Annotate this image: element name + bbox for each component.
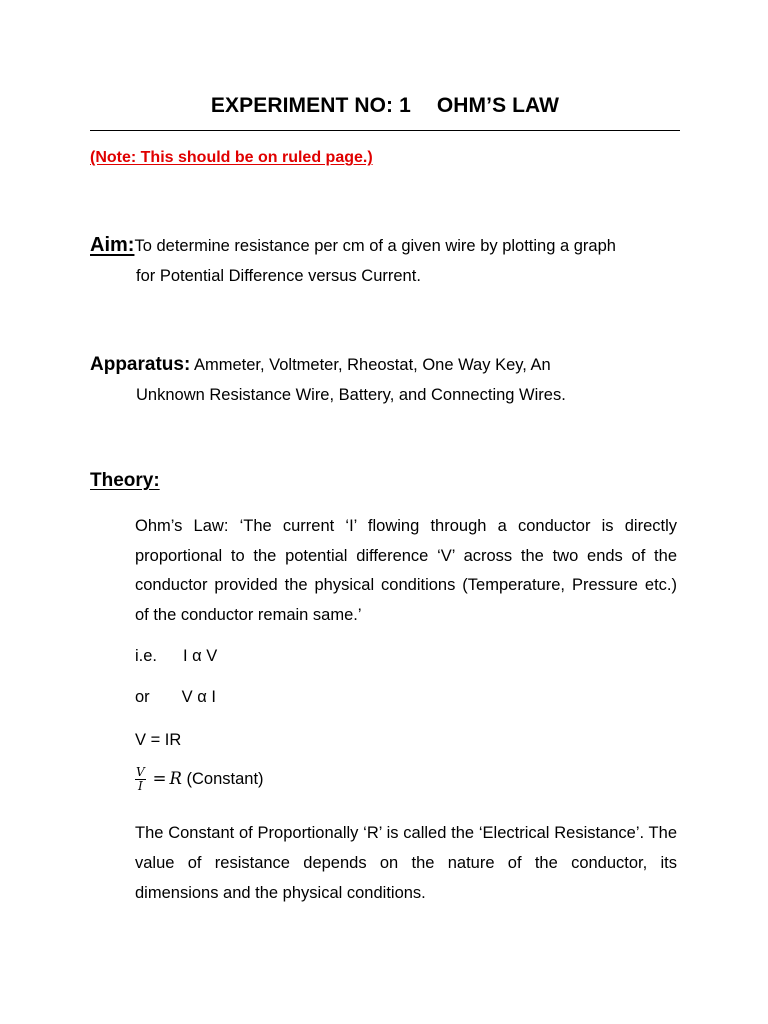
- resistance-symbol: R: [169, 768, 182, 788]
- theory-heading: Theory:: [90, 470, 160, 491]
- apparatus-text-line1: Ammeter, Voltmeter, Rheostat, One Way Key, An: [190, 356, 551, 374]
- equation-resistance-constant: [135, 766, 264, 806]
- apparatus-text-line2: Unknown Resistance Wire, Battery, and Connecting Wires.: [136, 386, 566, 404]
- ruled-page-note: (Note: This should be on ruled page.): [90, 149, 373, 166]
- equation-v-equals-ir: V = IR: [135, 731, 182, 749]
- constant-label: (Constant): [181, 769, 264, 788]
- experiment-subject: OHM’S LAW: [436, 94, 560, 117]
- title-underline: [90, 130, 680, 131]
- aim-text-line1: To determine resistance per cm of a given wire by plotting a graph: [134, 237, 616, 255]
- eq1-prefix: i.e.: [135, 647, 158, 665]
- ohms-law-statement: Ohm’s Law: ‘The current ‘I’ flowing through a conductor is directly proportional to the potential difference ‘V’ across the two ends of the conductor provided the physical conditions (Temperature, Pressure etc.) of the conductor remain same.’: [135, 517, 677, 624]
- equation-proportional-i: [135, 647, 217, 666]
- aim-label: Aim:: [90, 234, 135, 256]
- apparatus-label: Apparatus:: [90, 354, 191, 375]
- experiment-number: EXPERIMENT NO: 1: [210, 94, 411, 117]
- fraction-v-over-i: [135, 766, 146, 793]
- aim-text-line2: for Potential Difference versus Current.: [136, 267, 421, 285]
- eq2-expression: V α I: [181, 688, 216, 706]
- fraction-numerator: V: [136, 765, 145, 779]
- aim-section: [90, 230, 682, 291]
- apparatus-section: [90, 350, 682, 410]
- equals-sign: =: [152, 768, 167, 788]
- electrical-resistance-paragraph: The Constant of Proportionally ‘R’ is called the ‘Electrical Resistance’. The value of resistance depends on the nature of the conductor, its dimensions and the physical conditions.: [135, 824, 677, 902]
- equation-proportional-v: [135, 688, 216, 707]
- eq1-expression: I α V: [183, 647, 218, 665]
- page-title: [90, 94, 680, 118]
- eq2-prefix: or: [135, 688, 150, 706]
- fraction-denominator: I: [137, 779, 143, 793]
